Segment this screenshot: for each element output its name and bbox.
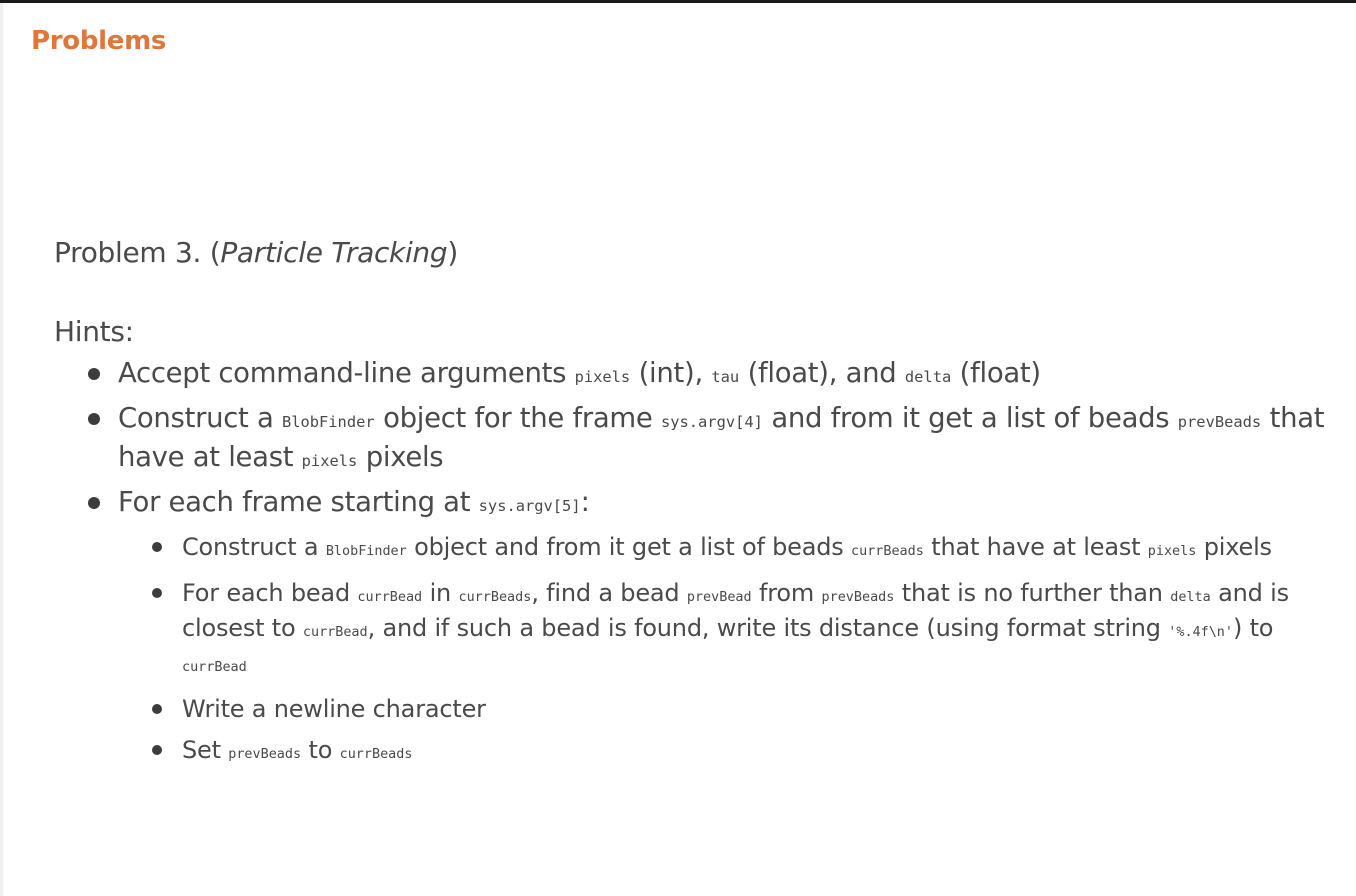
- code-currbead: currBead: [357, 590, 423, 605]
- bullet-icon: [152, 588, 162, 598]
- bullet-icon: [88, 413, 100, 425]
- hint-text: object for the frame: [374, 402, 661, 434]
- hint-text: , and if such a bead is found, write its distance (using format string: [367, 614, 1169, 642]
- hint-text: Write a newline character: [182, 695, 486, 723]
- hint-text: Construct a: [118, 402, 282, 434]
- hint-item-1: [54, 356, 1344, 395]
- slide-content: [54, 232, 1344, 781]
- bullet-icon: [152, 542, 162, 552]
- hint-text: and is closest to: [182, 579, 1289, 642]
- hint-text: , find a bead: [531, 579, 687, 607]
- frame-title: Problems: [31, 26, 167, 56]
- bullet-icon: [152, 745, 162, 755]
- problem-heading-suffix: ): [447, 236, 458, 269]
- hint-text: For each bead: [182, 579, 358, 607]
- hint-text: ) to: [1233, 614, 1274, 642]
- code-delta: delta: [904, 368, 952, 386]
- sub-hint-item-2: [118, 578, 1344, 683]
- hint-text: and from it get a list of beads: [762, 402, 1178, 434]
- hint-text: Accept command-line arguments: [118, 357, 575, 389]
- hint-text: to: [301, 736, 340, 764]
- code-pixels: pixels: [574, 368, 631, 386]
- code-tau: tau: [711, 368, 740, 386]
- hint-text: that is no further than: [894, 579, 1171, 607]
- sub-hint-item-1: [118, 532, 1344, 567]
- code-sys-argv-5: sys.argv[5]: [478, 497, 581, 515]
- top-rule: [0, 0, 1356, 3]
- hint-text: Construct a: [182, 533, 326, 561]
- code-blobfinder: BlobFinder: [281, 413, 375, 431]
- hint-text: pixels: [357, 441, 444, 473]
- hint-text: in: [422, 579, 459, 607]
- sub-hint-item-3: [118, 694, 1344, 724]
- hint-item-2: [54, 401, 1344, 479]
- bullet-icon: [88, 497, 100, 509]
- code-currbead: currBead: [302, 625, 368, 640]
- code-format-string: '%.4f\n': [1168, 625, 1233, 640]
- hint-text: For each frame starting at: [118, 486, 479, 518]
- hint-text: pixels: [1196, 533, 1272, 561]
- hint-text: (float): [951, 357, 1041, 389]
- code-prevbeads: prevBeads: [821, 590, 895, 605]
- code-delta: delta: [1170, 590, 1211, 605]
- hint-text: from: [751, 579, 822, 607]
- hint-text: that have at least: [923, 533, 1148, 561]
- code-currbeads: currBeads: [851, 544, 924, 559]
- bullet-icon: [88, 368, 100, 380]
- problem-heading: [54, 232, 1344, 274]
- code-sys-argv-4: sys.argv[4]: [660, 413, 763, 431]
- bullet-icon: [152, 704, 162, 714]
- code-currbeads: currBeads: [339, 747, 413, 762]
- problem-heading-prefix: Problem 3. (: [54, 236, 221, 269]
- code-blobfinder: BlobFinder: [325, 544, 407, 559]
- hint-text: that have at least: [118, 402, 1325, 473]
- problem-name: Particle Tracking: [220, 236, 448, 269]
- hint-text: Set: [182, 736, 229, 764]
- code-pixels: pixels: [301, 452, 358, 470]
- code-prevbeads: prevBeads: [1177, 413, 1262, 431]
- hint-text: :: [580, 486, 590, 518]
- left-margin-rule: [0, 3, 3, 896]
- code-prevbead: prevBead: [686, 590, 752, 605]
- hint-text: (float), and: [739, 357, 905, 389]
- code-currbeads: currBeads: [458, 590, 532, 605]
- code-pixels: pixels: [1147, 544, 1197, 559]
- code-prevbeads: prevBeads: [228, 747, 302, 762]
- code-currbead: currBead: [182, 660, 247, 675]
- hint-item-3: [54, 485, 1344, 770]
- sub-hint-item-4: [118, 735, 1344, 770]
- hint-text: (int),: [630, 357, 712, 389]
- hint-text: object and from it get a list of beads: [406, 533, 852, 561]
- sub-hints-list: [118, 532, 1344, 770]
- hints-label: Hints:: [54, 315, 134, 348]
- hints-list: [54, 356, 1344, 770]
